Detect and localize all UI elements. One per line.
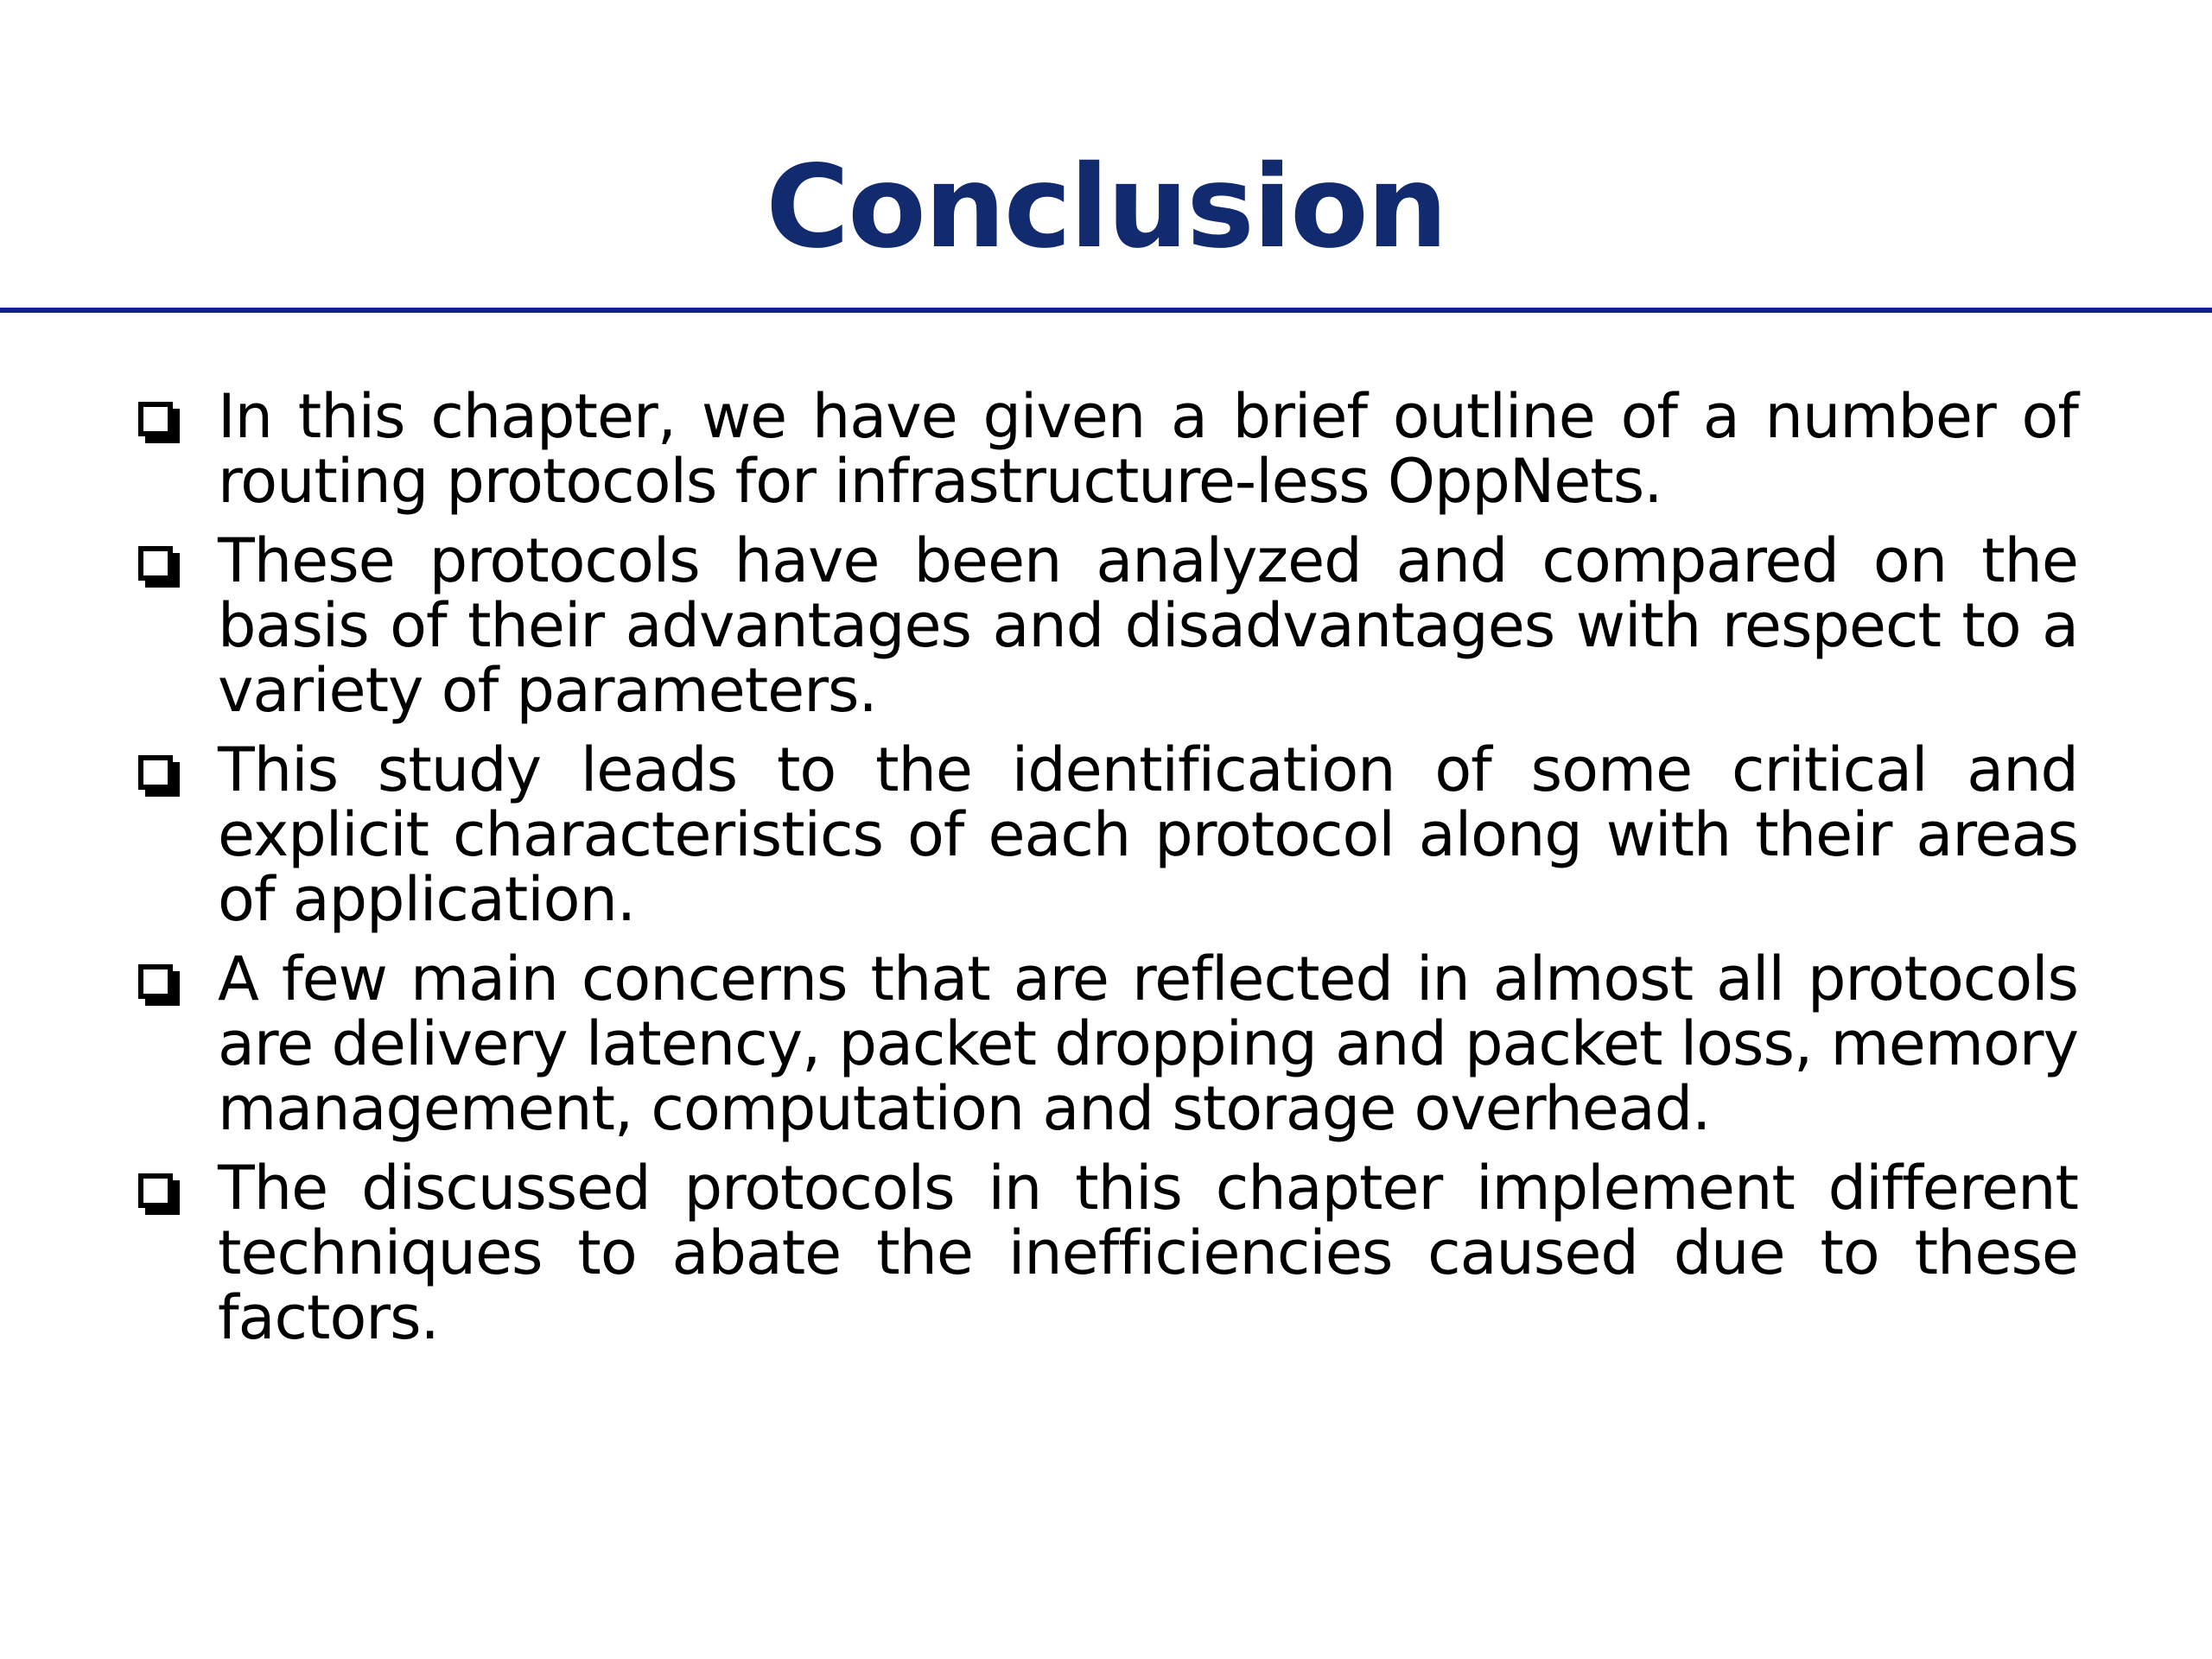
bullet-text: In this chapter, we have given a brief outline of a number of routing protocols for infrastructure-less OppNets. — [218, 381, 2078, 517]
bullet-text: The discussed protocols in this chapter implement different techniques to abate the inefficiencies caused due to these factors. — [218, 1153, 2078, 1353]
hollow-square-bullet-icon — [138, 546, 173, 581]
bullet-item — [138, 1153, 2078, 1353]
slide-title: Conclusion — [766, 141, 1446, 274]
bullet-item — [138, 525, 2078, 726]
bullet-text: These protocols have been analyzed and compared on the basis of their advantages and disadvantages with respect to a variety of parameters. — [218, 525, 2078, 726]
bullet-list — [138, 381, 2078, 1365]
hollow-square-bullet-icon — [138, 755, 173, 790]
hollow-square-bullet-icon — [138, 1173, 173, 1208]
bullet-item — [138, 734, 2078, 935]
bullet-item — [138, 381, 2078, 517]
hollow-square-bullet-icon — [138, 402, 173, 436]
title-divider — [0, 308, 2212, 313]
hollow-square-bullet-icon — [138, 964, 173, 999]
bullet-text: A few main concerns that are reflected in almost all protocols are delivery latency, packet dropping and packet loss, memory management, computation and storage overhead. — [218, 944, 2078, 1144]
bullet-item — [138, 944, 2078, 1144]
bullet-text: This study leads to the identification of some critical and explicit characteristics of each protocol along with their areas of application. — [218, 734, 2078, 935]
